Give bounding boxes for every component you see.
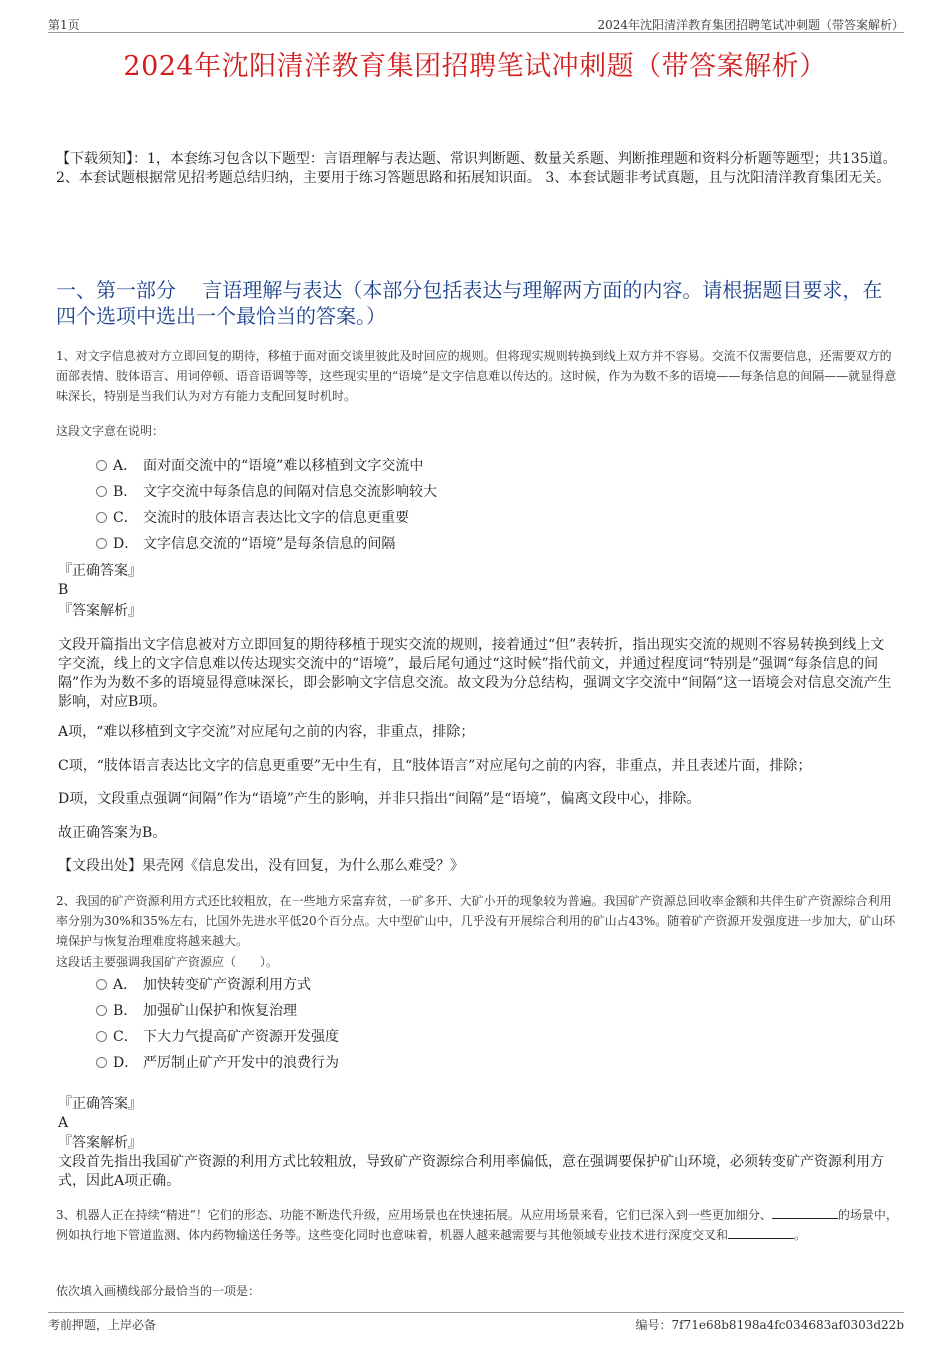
q2-option-c[interactable]: C． 下大力气提高矿产资源开发强度: [96, 1027, 339, 1047]
q2-option-b[interactable]: B． 加强矿山保护和恢复治理: [96, 1001, 297, 1021]
q1-option-c[interactable]: C． 交流时的肢体语言表达比文字的信息更重要: [96, 508, 409, 528]
q3-prompt: 依次填入画横线部分最恰当的一项是：: [56, 1284, 261, 1298]
q1-conclusion: 故正确答案为B。: [58, 825, 167, 841]
radio-icon[interactable]: [96, 512, 107, 523]
q1-answer: B: [58, 582, 69, 598]
section-heading: 一、第一部分 言语理解与表达（本部分包括表达与理解两方面的内容。请根据题目要求，在四个选项中选出一个最恰当的答案。）: [56, 278, 883, 328]
q2-stem: 2、我国的矿产资源利用方式还比较粗放，在一些地方采富弃贫，一矿多开、大矿小开的现象较为普遍。我国矿产资源总回收率金额和共伴生矿产资源综合利用率分别为30%和35%左右，比国外先进水平低20个百分点。大中型矿山中，几乎没有开展综合利用的矿山占43%。随着矿产资源开发强度进一步加大，矿山环境保护与恢复治理难度将越来越大。: [56, 894, 896, 948]
q1-analysis-c: C项，“肢体语言表达比文字的信息更重要”无中生有，且“肢体语言”对应尾句之前的内容，非重点，并且表述片面，排除；: [58, 758, 812, 774]
download-notice: 【下载须知】：1，本套练习包含以下题型：言语理解与表达题、常识判断题、数量关系题、判断推理题和资料分析题等题型；共135道。 2、本套试题根据常见招考题总结归纳，主要用于练习答题思路和拓展知识面。 3、本套试题非考试真题，且与沈阳清洋教育集团无关。: [56, 151, 897, 186]
radio-icon[interactable]: [96, 1005, 107, 1016]
page-header: [48, 14, 904, 33]
q2-prompt: 这段话主要强调我国矿产资源应（ ）。: [56, 955, 279, 969]
radio-icon[interactable]: [96, 460, 107, 471]
q2-option-d[interactable]: D． 严厉制止矿产开发中的浪费行为: [96, 1053, 339, 1073]
q1-prompt: 这段文字意在说明：: [56, 424, 165, 438]
radio-icon[interactable]: [96, 1031, 107, 1042]
q1-option-d[interactable]: D． 文字信息交流的“语境”是每条信息的间隔: [96, 534, 395, 554]
q2-option-a[interactable]: A． 加快转变矿产资源利用方式: [96, 975, 311, 995]
q1-analysis-label: 『答案解析』: [58, 603, 142, 619]
q2-analysis-main: 文段首先指出我国矿产资源的利用方式比较粗放，导致矿产资源综合利用率偏低，意在强调要保护矿山环境，必须转变矿产资源利用方式，因此A项正确。: [58, 1154, 884, 1189]
q3-stem: 3、机器人正在持续“精进”！它们的形态、功能不断迭代升级，应用场景也在快速拓展。从应用场景来看，它们已深入到一些更加细分、 的场景中，例如执行地下管道监测、体内药物输送任务等。这些变化同时也意味着，机器人越来越需要与其他领域专业技术进行深度交叉和 。: [56, 1208, 898, 1242]
fill-blank-1[interactable]: [772, 1206, 838, 1219]
q2-answer: A: [58, 1115, 69, 1131]
q1-analysis-main: 文段开篇指出文字信息被对方立即回复的期待移植于现实交流的规则，接着通过“但”表转折，指出现实交流的规则不容易转换到线上文字交流，线上的文字信息难以传达现实交流中的“语境”，最后尾句通过“这时候”指代前文，并通过程度词“特别是”强调“每条信息的间隔”作为为数不多的语境显得意味深长，即会影响文字信息交流。故文段为分总结构，强调文字交流中“间隔”这一语境会对信息交流产生影响，对应B项。: [58, 637, 892, 710]
document-title: 2024年沈阳清洋教育集团招聘笔试冲刺题（带答案解析）: [123, 51, 827, 82]
radio-icon[interactable]: [96, 486, 107, 497]
q2-analysis-label: 『答案解析』: [58, 1135, 142, 1151]
q2-answer-label: 『正确答案』: [58, 1096, 142, 1112]
footer-slogan: 考前押题，上岸必备: [48, 1318, 157, 1332]
page-footer: [48, 1312, 904, 1333]
q1-answer-label: 『正确答案』: [58, 563, 142, 579]
q1-stem: 1、对文字信息被对方立即回复的期待，移植于面对面交谈里彼此及时回应的规则。但将现实规则转换到线上双方并不容易。交流不仅需要信息，还需要双方的面部表情、肢体语言、用词停顿、语音语调等等，这些现实里的“语境”是文字信息难以传达的。这时候，作为为数不多的语境——每条信息的间隔——就显得意味深长，特别是当我们认为对方有能力支配回复时机时。: [56, 349, 897, 403]
q1-option-a[interactable]: A． 面对面交流中的“语境”难以移植到文字交流中: [96, 456, 423, 476]
q1-analysis-a: A项，“难以移植到文字交流”对应尾句之前的内容，非重点，排除；: [58, 724, 475, 740]
q1-source: 【文段出处】果壳网《信息发出，没有回复，为什么那么难受？》: [58, 858, 464, 874]
q1-analysis-d: D项，文段重点强调“间隔”作为“语境”产生的影响，并非只指出“间隔”是“语境”，偏离文段中心，排除。: [58, 791, 701, 807]
radio-icon[interactable]: [96, 979, 107, 990]
radio-icon[interactable]: [96, 1057, 107, 1068]
q1-option-b[interactable]: B． 文字交流中每条信息的间隔对信息交流影响较大: [96, 482, 437, 502]
radio-icon[interactable]: [96, 538, 107, 549]
header-doc-title: 2024年沈阳清洋教育集团招聘笔试冲刺题（带答案解析）: [597, 18, 904, 32]
fill-blank-2[interactable]: [728, 1226, 794, 1239]
footer-doc-id: 编号：7f71e68b8198a4fc034683af0303d22b: [635, 1318, 904, 1332]
page-number: 第1页: [48, 18, 80, 32]
